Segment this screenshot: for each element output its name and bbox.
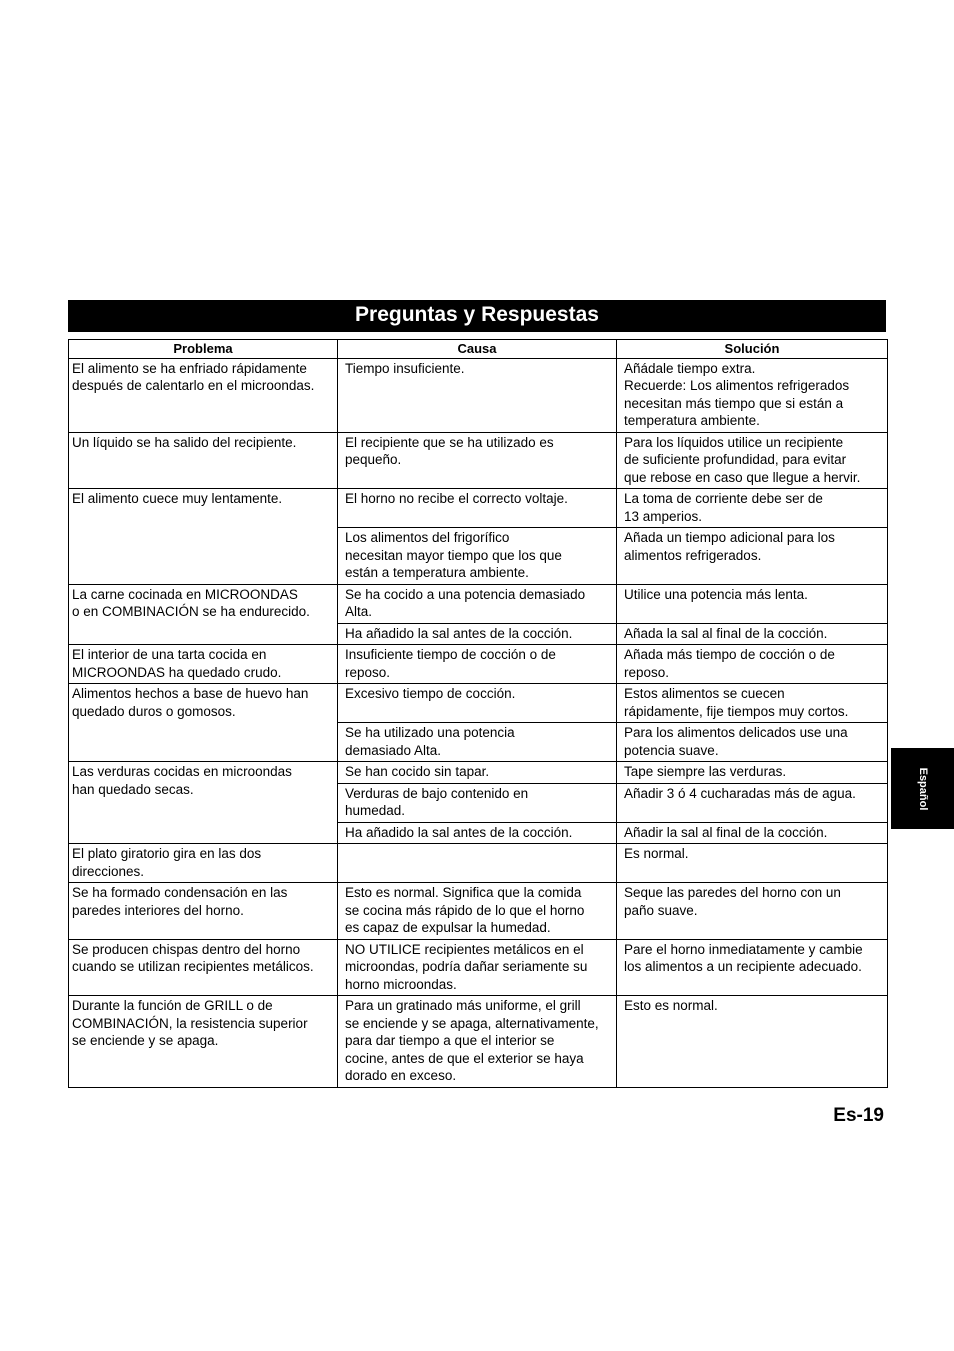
- language-tab-label: Español: [916, 767, 929, 810]
- problem-cell: La carne cocinada en MICROONDAS o en COMBINACIÓN se ha endurecido.: [69, 584, 338, 645]
- solution-cell: Estos alimentos se cuecen rápidamente, fije tiempos muy cortos.: [617, 684, 888, 723]
- cause-cell: Se han cocido sin tapar.: [338, 762, 617, 784]
- problem-cell: El interior de una tarta cocida en MICROONDAS ha quedado crudo.: [69, 645, 338, 684]
- solution-cell: Añada más tiempo de cocción o de reposo.: [617, 645, 888, 684]
- language-tab: [891, 748, 954, 829]
- solution-cell: Seque las paredes del horno con un paño suave.: [617, 883, 888, 940]
- solution-cell: Añadir 3 ó 4 cucharadas más de agua.: [617, 783, 888, 822]
- solution-cell: Pare el horno inmediatamente y cambie los alimentos a un recipiente adecuado.: [617, 939, 888, 996]
- problem-cell: El alimento se ha enfriado rápidamente después de calentarlo en el microondas.: [69, 358, 338, 432]
- cause-cell: Se ha utilizado una potencia demasiado Alta.: [338, 723, 617, 762]
- qa-table: [68, 339, 888, 1088]
- table-row: [69, 883, 888, 940]
- table-header-row: [69, 340, 888, 359]
- solution-cell: Tape siempre las verduras.: [617, 762, 888, 784]
- solution-cell: La toma de corriente debe ser de 13 amperios.: [617, 489, 888, 528]
- solution-cell: Es normal.: [617, 844, 888, 883]
- cause-cell: Esto es normal. Significa que la comida se cocina más rápido de lo que el horno es capaz de expulsar la humedad.: [338, 883, 617, 940]
- cause-cell: [338, 844, 617, 883]
- solution-cell: Para los alimentos delicados use una potencia suave.: [617, 723, 888, 762]
- table-row: [69, 432, 888, 489]
- cause-cell: Se ha cocido a una potencia demasiado Alta.: [338, 584, 617, 623]
- table-row: [69, 358, 888, 432]
- table-row: [69, 489, 888, 528]
- table-row: [69, 939, 888, 996]
- page-number: Es-19: [833, 1105, 884, 1126]
- table-row: [69, 684, 888, 723]
- header-problema: Problema: [69, 340, 338, 359]
- cause-cell: Insuficiente tiempo de cocción o de reposo.: [338, 645, 617, 684]
- solution-cell: Añadir la sal al final de la cocción.: [617, 822, 888, 844]
- problem-cell: Un líquido se ha salido del recipiente.: [69, 432, 338, 489]
- table-row: [69, 584, 888, 623]
- table-body: [69, 358, 888, 1087]
- solution-cell: Añada la sal al final de la cocción.: [617, 623, 888, 645]
- cause-cell: NO UTILICE recipientes metálicos en el microondas, podría dañar seriamente su horno microondas.: [338, 939, 617, 996]
- cause-cell: Ha añadido la sal antes de la cocción.: [338, 623, 617, 645]
- problem-cell: Durante la función de GRILL o de COMBINACIÓN, la resistencia superior se enciende y se apaga.: [69, 996, 338, 1088]
- solution-cell: Esto es normal.: [617, 996, 888, 1088]
- problem-cell: El alimento cuece muy lentamente.: [69, 489, 338, 585]
- page-title: Preguntas y Respuestas: [68, 300, 886, 332]
- cause-cell: El recipiente que se ha utilizado es pequeño.: [338, 432, 617, 489]
- problem-cell: Se producen chispas dentro del horno cuando se utilizan recipientes metálicos.: [69, 939, 338, 996]
- solution-cell: Añádale tiempo extra. Recuerde: Los alimentos refrigerados necesitan más tiempo que si están a temperatura ambiente.: [617, 358, 888, 432]
- problem-cell: El plato giratorio gira en las dos direcciones.: [69, 844, 338, 883]
- cause-cell: Para un gratinado más uniforme, el grill se enciende y se apaga, alternativamente, para dar tiempo a que el interior se cocine, antes de que el exterior se haya dorado en exceso.: [338, 996, 617, 1088]
- table-row: [69, 645, 888, 684]
- solution-cell: Utilice una potencia más lenta.: [617, 584, 888, 623]
- cause-cell: El horno no recibe el correcto voltaje.: [338, 489, 617, 528]
- cause-cell: Tiempo insuficiente.: [338, 358, 617, 432]
- table-row: [69, 762, 888, 784]
- header-causa: Causa: [338, 340, 617, 359]
- cause-cell: Los alimentos del frigorífico necesitan mayor tiempo que los que están a temperatura ambiente.: [338, 528, 617, 585]
- table-row: [69, 844, 888, 883]
- solution-cell: Añada un tiempo adicional para los alimentos refrigerados.: [617, 528, 888, 585]
- cause-cell: Excesivo tiempo de cocción.: [338, 684, 617, 723]
- cause-cell: Verduras de bajo contenido en humedad.: [338, 783, 617, 822]
- header-solucion: Solución: [617, 340, 888, 359]
- solution-cell: Para los líquidos utilice un recipiente de suficiente profundidad, para evitar que rebose en caso que llegue a hervir.: [617, 432, 888, 489]
- cause-cell: Ha añadido la sal antes de la cocción.: [338, 822, 617, 844]
- problem-cell: Las verduras cocidas en microondas han quedado secas.: [69, 762, 338, 844]
- table-row: [69, 996, 888, 1088]
- problem-cell: Alimentos hechos a base de huevo han quedado duros o gomosos.: [69, 684, 338, 762]
- problem-cell: Se ha formado condensación en las paredes interiores del horno.: [69, 883, 338, 940]
